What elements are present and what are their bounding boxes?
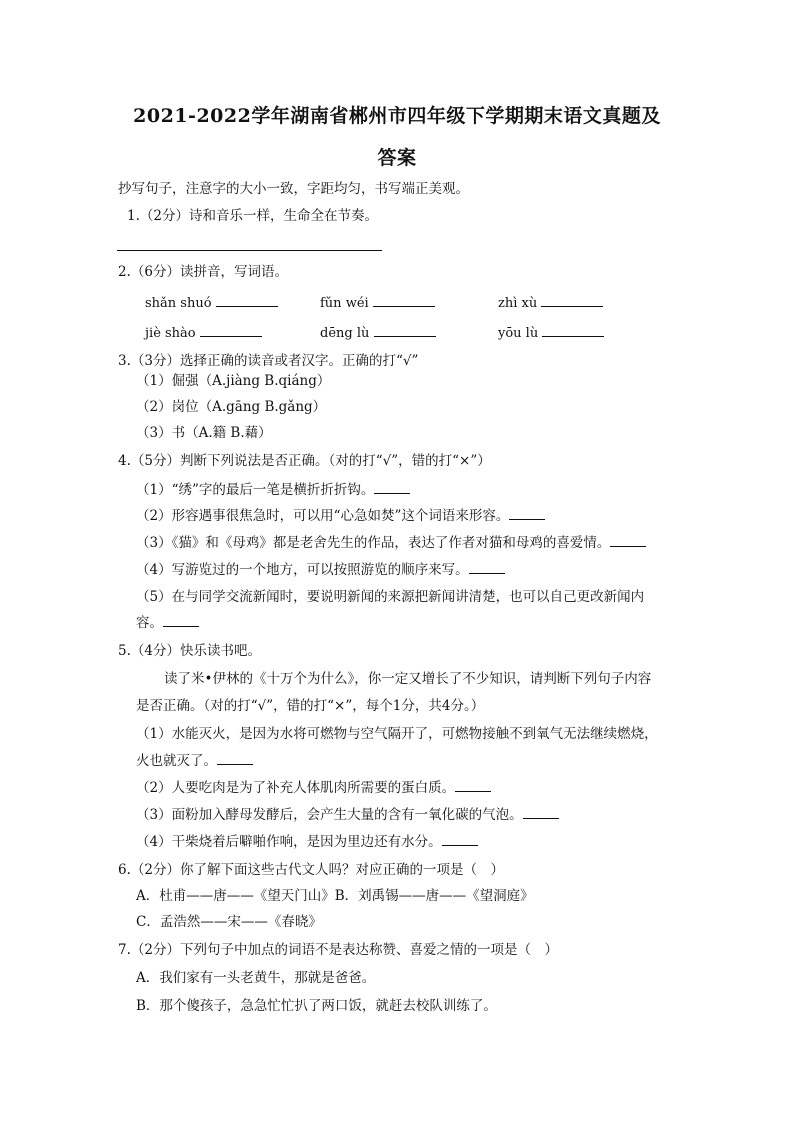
answer-blank[interactable] [610, 534, 646, 547]
item-text: （1）“绣”字的最后一笔是横折折折钩。 [136, 482, 375, 498]
question-3: 3.（3分）选择正确的读音或者汉字。正确的打“√” [118, 353, 419, 369]
item-text: （2）形容遇事很焦急时，可以用“心急如焚”这个词语来形容。 [136, 508, 510, 524]
judgment-item [136, 752, 253, 770]
judgment-item: （1）水能灭火，是因为水将可燃物与空气隔开了，可燃物接触不到氧气无法继续燃烧， [136, 726, 658, 742]
choice-option-b[interactable]: B．那个傻孩子，急急忙忙扒了两口饭，就赶去校队训练了。 [136, 998, 497, 1014]
pinyin-item [320, 324, 436, 343]
pinyin-text: fǔn wéi [320, 296, 369, 311]
answer-line[interactable] [117, 250, 382, 251]
judgment-item [136, 481, 410, 499]
answer-blank[interactable] [541, 294, 603, 307]
judgment-item [136, 779, 491, 797]
pinyin-item [145, 324, 262, 343]
pinyin-text: dēng lù [320, 326, 370, 341]
pinyin-item [498, 294, 603, 313]
choice-option-c[interactable]: C．孟浩然——宋——《春晓》 [136, 914, 322, 930]
question-5: 5.（4分）快乐读书吧。 [118, 643, 261, 659]
page-title: 2021-2022学年湖南省郴州市四年级下学期期末语文真题及 [133, 105, 661, 127]
pinyin-item [498, 324, 604, 343]
question-1: 1.（2分）诗和音乐一样，生命全在节奏。 [127, 208, 378, 224]
judgment-item [136, 561, 505, 579]
option-line: （2）岗位（A.gāng B.gǎng） [136, 399, 327, 415]
item-text: （3）面粉加入酵母发酵后，会产生大量的含有一氧化碳的气泡。 [136, 807, 523, 823]
pinyin-text: shǎn shuó [145, 296, 212, 311]
judgment-item: （5）在与同学交流新闻时，要说明新闻的来源把新闻讲清楚，也可以自己更改新闻内 [136, 589, 645, 605]
option-line: （1）倔强（A.jiàng B.qiáng） [136, 373, 331, 389]
judgment-item [136, 507, 545, 525]
item-text: （4）写游览过的一个地方，可以按照游览的顺序来写。 [136, 562, 469, 578]
item-text: （2）人要吃肉是为了补充人体肌肉所需要的蛋白质。 [136, 780, 456, 796]
answer-blank[interactable] [442, 833, 478, 846]
reading-intro: 是否正确。（对的打“√”，错的打“×”，每个1分，共4分。） [136, 698, 485, 714]
answer-blank[interactable] [523, 806, 559, 819]
section-intro: 抄写句子，注意字的大小一致，字距均匀，书写端正美观。 [118, 181, 469, 197]
judgment-item [136, 534, 646, 552]
judgment-item [136, 614, 199, 632]
answer-blank[interactable] [217, 752, 253, 765]
choice-option-a[interactable]: A．我们家有一头老黄牛，那就是爸爸。 [136, 970, 376, 986]
item-text: 容。 [136, 615, 163, 631]
question-7: 7.（2分）下列句子中加点的词语不是表达称赞、喜爱之情的一项是（ ） [118, 942, 558, 958]
question-6: 6.（2分）你了解下面这些古代文人吗？对应正确的一项是（ ） [118, 862, 504, 878]
answer-blank[interactable] [469, 561, 505, 574]
page-title-continued: 答案 [377, 147, 417, 169]
item-text: （4）干柴烧着后噼啪作响，是因为里边还有水分。 [136, 834, 442, 850]
answer-blank[interactable] [216, 294, 278, 307]
item-text: （3）《猫》和《母鸡》都是老舍先生的作品，表达了作者对猫和母鸡的喜爱情。 [136, 535, 611, 551]
answer-blank[interactable] [163, 614, 199, 627]
question-2: 2.（6分）读拼音，写词语。 [118, 264, 288, 280]
pinyin-item [320, 294, 435, 313]
item-text: 火也就灭了。 [136, 753, 217, 769]
pinyin-text: zhì xù [498, 296, 538, 311]
answer-blank[interactable] [509, 507, 545, 520]
answer-blank[interactable] [200, 324, 262, 337]
option-line: （3）书（A.籍 B.藉） [136, 425, 272, 441]
question-4: 4.（5分）判断下列说法是否正确。（对的打“√”，错的打“×”） [118, 453, 491, 469]
judgment-item [136, 833, 478, 851]
answer-blank[interactable] [542, 324, 604, 337]
pinyin-text: jiè shào [145, 326, 196, 341]
reading-intro: 读了米•伊林的《十万个为什么》，你一定又增长了不少知识，请判断下列句子内容 [164, 671, 652, 687]
answer-blank[interactable] [374, 481, 410, 494]
pinyin-text: yōu lù [498, 326, 539, 341]
judgment-item [136, 806, 559, 824]
answer-blank[interactable] [455, 779, 491, 792]
answer-blank[interactable] [373, 294, 435, 307]
choice-option-ab[interactable]: A．杜甫——唐——《望天门山》B．刘禹锡——唐——《望洞庭》 [136, 888, 534, 904]
answer-blank[interactable] [374, 324, 436, 337]
pinyin-item [145, 294, 278, 313]
